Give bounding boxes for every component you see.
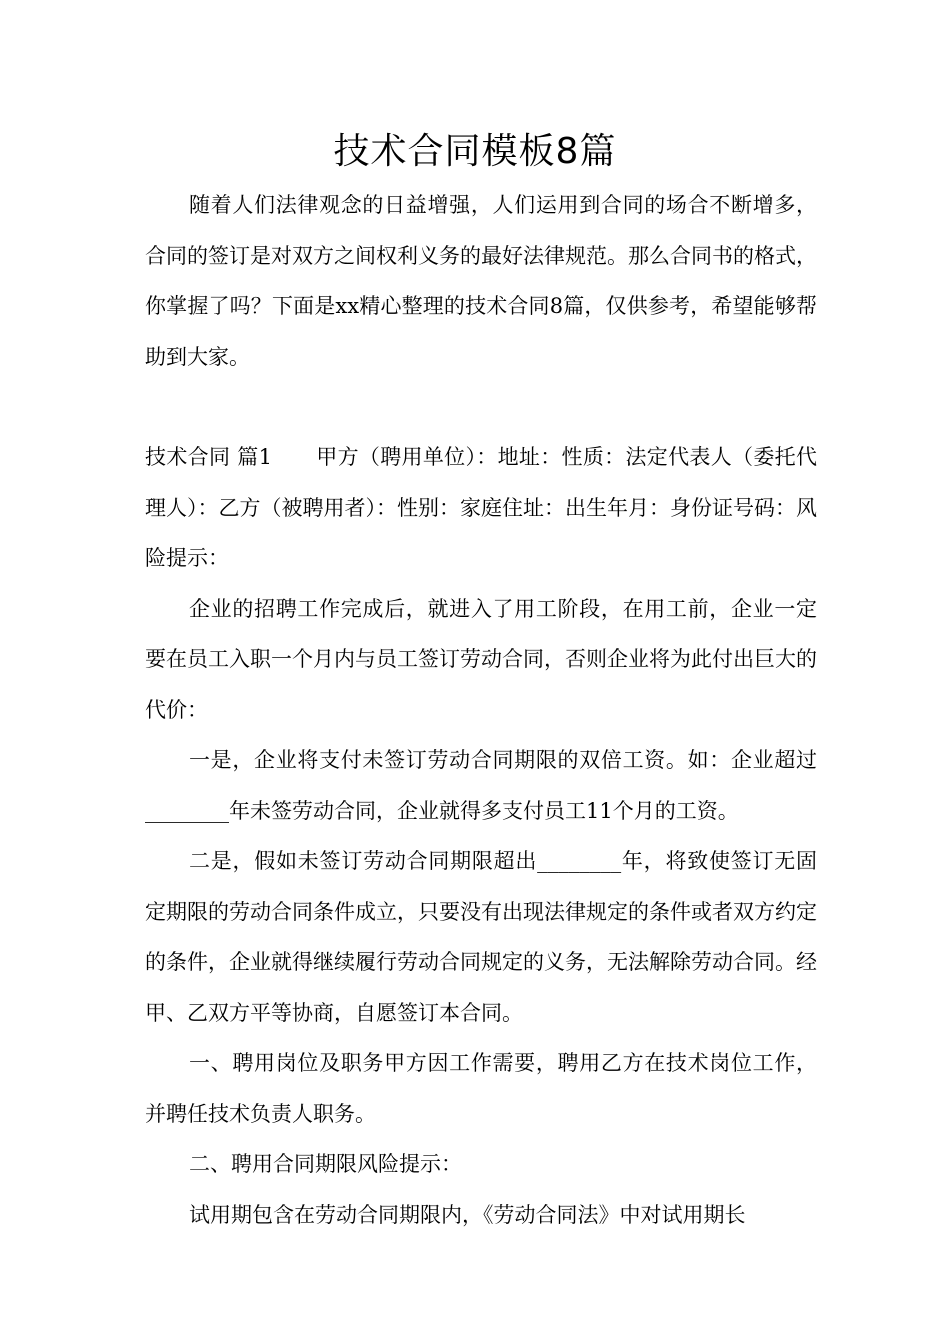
section-1-parties: 甲方（聘用单位）：地址：性质：法定代表人（委托代理人）：乙方（被聘用者）：性别：家庭住址：出生年月：身份证号码：风险提示：: [145, 445, 817, 570]
position-paragraph: 一、聘用岗位及职务甲方因工作需要，聘用乙方在技术岗位工作，并聘任技术负责人职务。: [145, 1051, 817, 1126]
clause-two-paragraph: 二是，假如未签订劳动合同期限超出________年，将致使签订无固定期限的劳动合同条件成立，只要没有出现法律规定的条件或者双方约定的条件，企业就得继续履行劳动合同规定的义务，无法解除劳动合同。经甲、乙双方平等协商，自愿签订本合同。: [145, 849, 817, 1025]
risk-paragraph: 企业的招聘工作完成后，就进入了用工阶段，在用工前，企业一定要在员工入职一个月内与员工签订劳动合同，否则企业将为此付出巨大的代价：: [145, 596, 817, 722]
document-body: [145, 180, 817, 1240]
section-1-paragraph: [145, 432, 817, 584]
paragraph-gap: [145, 382, 817, 432]
clause-one-paragraph: 一是，企业将支付未签订劳动合同期限的双倍工资。如：企业超过________年未签劳动合同，企业就得多支付员工11个月的工资。: [145, 748, 817, 823]
probation-paragraph: 试用期包含在劳动合同期限内，《劳动合同法》中对试用期长: [189, 1202, 746, 1227]
term-heading-paragraph: 二、聘用合同期限风险提示：: [189, 1152, 462, 1176]
document-title: 技术合同模板8篇: [333, 131, 617, 172]
section-1-heading: 技术合同 篇1: [145, 445, 272, 469]
intro-paragraph: 随着人们法律观念的日益增强，人们运用到合同的场合不断增多，合同的签订是对双方之间权利义务的最好法律规范。那么合同书的格式，你掌握了吗？下面是xx精心整理的技术合同8篇，仅供参考，希望能够帮助到大家。: [145, 193, 817, 369]
